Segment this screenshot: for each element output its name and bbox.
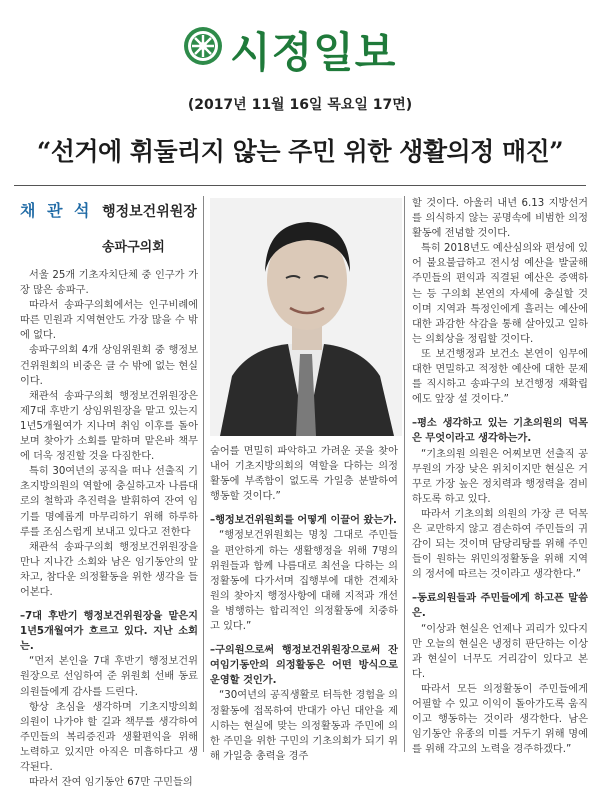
paragraph: “행정보건위원회는 명칭 그대로 주민들을 편안하게 하는 생활행정을 위해 7명의 위원들과 함께 나름대로 최선을 다하는 의정활동에 다가서며 집행부에 대한 견제차원의 찾아지 행정사항에 대해 지적과 개선을 병행하는 합리적인 의정활동에 치중하고 있다.” [210, 530, 398, 633]
article-headline: “선거에 휘둘리지 않는 주민 위한 생활의정 매진” [36, 137, 564, 166]
question: –행정보건위원회를 어떻게 이끌어 왔는가. [210, 515, 397, 527]
question: –동료의원들과 주민들에게 하고픈 말씀은. [412, 593, 588, 620]
headline-rule [14, 185, 586, 186]
paper-name: 시정일보 [230, 28, 397, 77]
byline-org: 송파구의회 [102, 240, 165, 255]
paragraph: 항상 초심을 생각하며 기초지방의회 의원이 나가야 할 길과 책무를 생각하여 주민들의 복리증진과 생활편익을 위해 노력하고 있지만 아직은 미흡하다고 생각된다. [20, 701, 198, 773]
column-divider [404, 196, 405, 752]
column-2 [210, 444, 398, 764]
byline-person-name: 채 관 석 [20, 201, 93, 220]
question: –7대 후반기 행정보건위원장을 맡은지 1년5개월여가 흐르고 있다. 지난 소회는. [20, 611, 198, 653]
paragraph: 채관석 송파구의회 행정보건위원장은 제7대 후반기 상임위원장을 맡고 있는지 1년5개월여가 지나며 취임 이후를 돌아보며 찾아가 소회를 맡하며 맡은바 책무에 더욱 정진할 것을 다짐한다. [20, 390, 198, 463]
column-1 [20, 268, 198, 790]
paragraph: 따라서 기초의회 의원의 가장 큰 덕목은 교만하지 않고 겸손하여 주민들의 귀감이 되는 것이며 담당리탕를 위해 주민들이 원하는 위민의정활동을 위해 지역의 정서에 따르는 것이라고 생각한다.” [412, 508, 588, 581]
paragraph: 또 보건행정과 보건소 본연이 임무에 대한 면밀하고 적정한 예산에 대한 문제를 직시하고 송파구의 보건행정 재확립에도 앞장 설 것이다.” [412, 348, 588, 406]
paragraph: “먼저 본인을 7대 후반기 행정보건위원장으로 선임하여 준 위원회 선배 동료 의원들에게 감사를 드린다. [20, 656, 198, 698]
paragraph: 따라서 송파구의회에서는 인구비례에 따른 민원과 지역현안도 가장 많을 수 밖에 없다. [20, 300, 198, 342]
paragraph: 송파구의회 4개 상임위원회 중 행정보건위원회의 비중은 클 수 밖에 없는 현실이다. [20, 345, 198, 387]
paragraph: 특히 2018년도 예산심의와 편성에 있어 불요불급하고 전시성 예산을 발굴해 주민들의 편익과 직결된 예산은 증액하는 등 구의회 본연의 자세에 충실할 것이며 지역과 특정인에게 흘러는 예산에 대한 과감한 삭감을 통해 살아있고 일하는 의회상을 정립할 것이다. [412, 243, 588, 345]
paragraph: “기초의원 의원은 어찌보면 선출직 공무원의 가장 낮은 위치이지만 현실은 거꾸로 가장 높은 정치력과 행정력을 겸비하도록 하고 있다. [412, 448, 588, 505]
byline-title: 행정보건위원장 [102, 204, 197, 220]
paragraph: 특히 30여년의 공직을 떠나 선출직 기초지방의원의 역할에 충실하고자 나름대로의 철학과 추진력을 발휘하여 잔여 임기를 명예롭게 마무리하기 위해 하루하루를 조심스럽게 보내고 있다고 전한다 [20, 466, 198, 538]
question: –구의원으로써 행정보건위원장으로써 잔여임기동안의 의정활동은 어떤 방식으로 운영할 것인가. [210, 645, 398, 687]
byline [20, 198, 197, 221]
paragraph: “30여년의 공직생활로 터득한 경험을 의정활동에 접목하여 반대가 아닌 대안을 제시하는 현실에 맞는 의정활동과 주민에 의한 주민을 위한 구민의 기초의회가 되기 위해 가일층 총력을 경주 [210, 690, 398, 762]
paragraph: 따라서 잔여 임기동안 67만 구민들의 [29, 777, 193, 789]
question: –평소 생각하고 있는 기초의원의 덕목은 무엇이라고 생각하는가. [412, 418, 588, 445]
paragraph: 따라서 모든 의정활동이 주민들에게 어필할 수 있고 이익이 돌아가도록 움직이고 행동하는 것이라 생각한다. 남은 임기동안 유종의 미를 거두기 위해 명예를 위해 각고의 노력을 경주하겠다.” [412, 683, 588, 756]
masthead [0, 10, 600, 77]
column-3 [412, 196, 588, 757]
paragraph: 숨어를 면밀히 파악하고 가려운 곳을 찾아내어 기초지방의회의 역할을 다하는 의정활동에 부족함이 없도록 가일층 분발하여 행동할 것이다.” [210, 446, 398, 503]
paragraph: 채관석 송파구의회 행정보건위원장을 만나 지나간 소회와 남은 임기동안의 앞차고, 참다운 의정활동을 위한 생각을 들어본다. [20, 541, 198, 598]
paragraph: 할 것이다. 아울러 내년 6.13 지방선거를 의식하지 않는 공명속에 비범한 의정활동에 전념할 것이다. [412, 198, 588, 240]
seoul-emblem-icon [183, 26, 223, 66]
date-line: (2017년 11월 16일 목요일 17면) [187, 97, 413, 113]
column-divider [203, 196, 204, 752]
paragraph: 서울 25개 기초자치단체 중 인구가 가장 많은 송파구. [20, 270, 198, 297]
paragraph: “이상과 현실은 언제나 괴리가 있다지만 오늘의 현실은 냉정히 판단하는 이상과 현실이 너무도 거리감이 있다고 본다. [412, 623, 588, 680]
interviewee-photo [210, 198, 402, 436]
